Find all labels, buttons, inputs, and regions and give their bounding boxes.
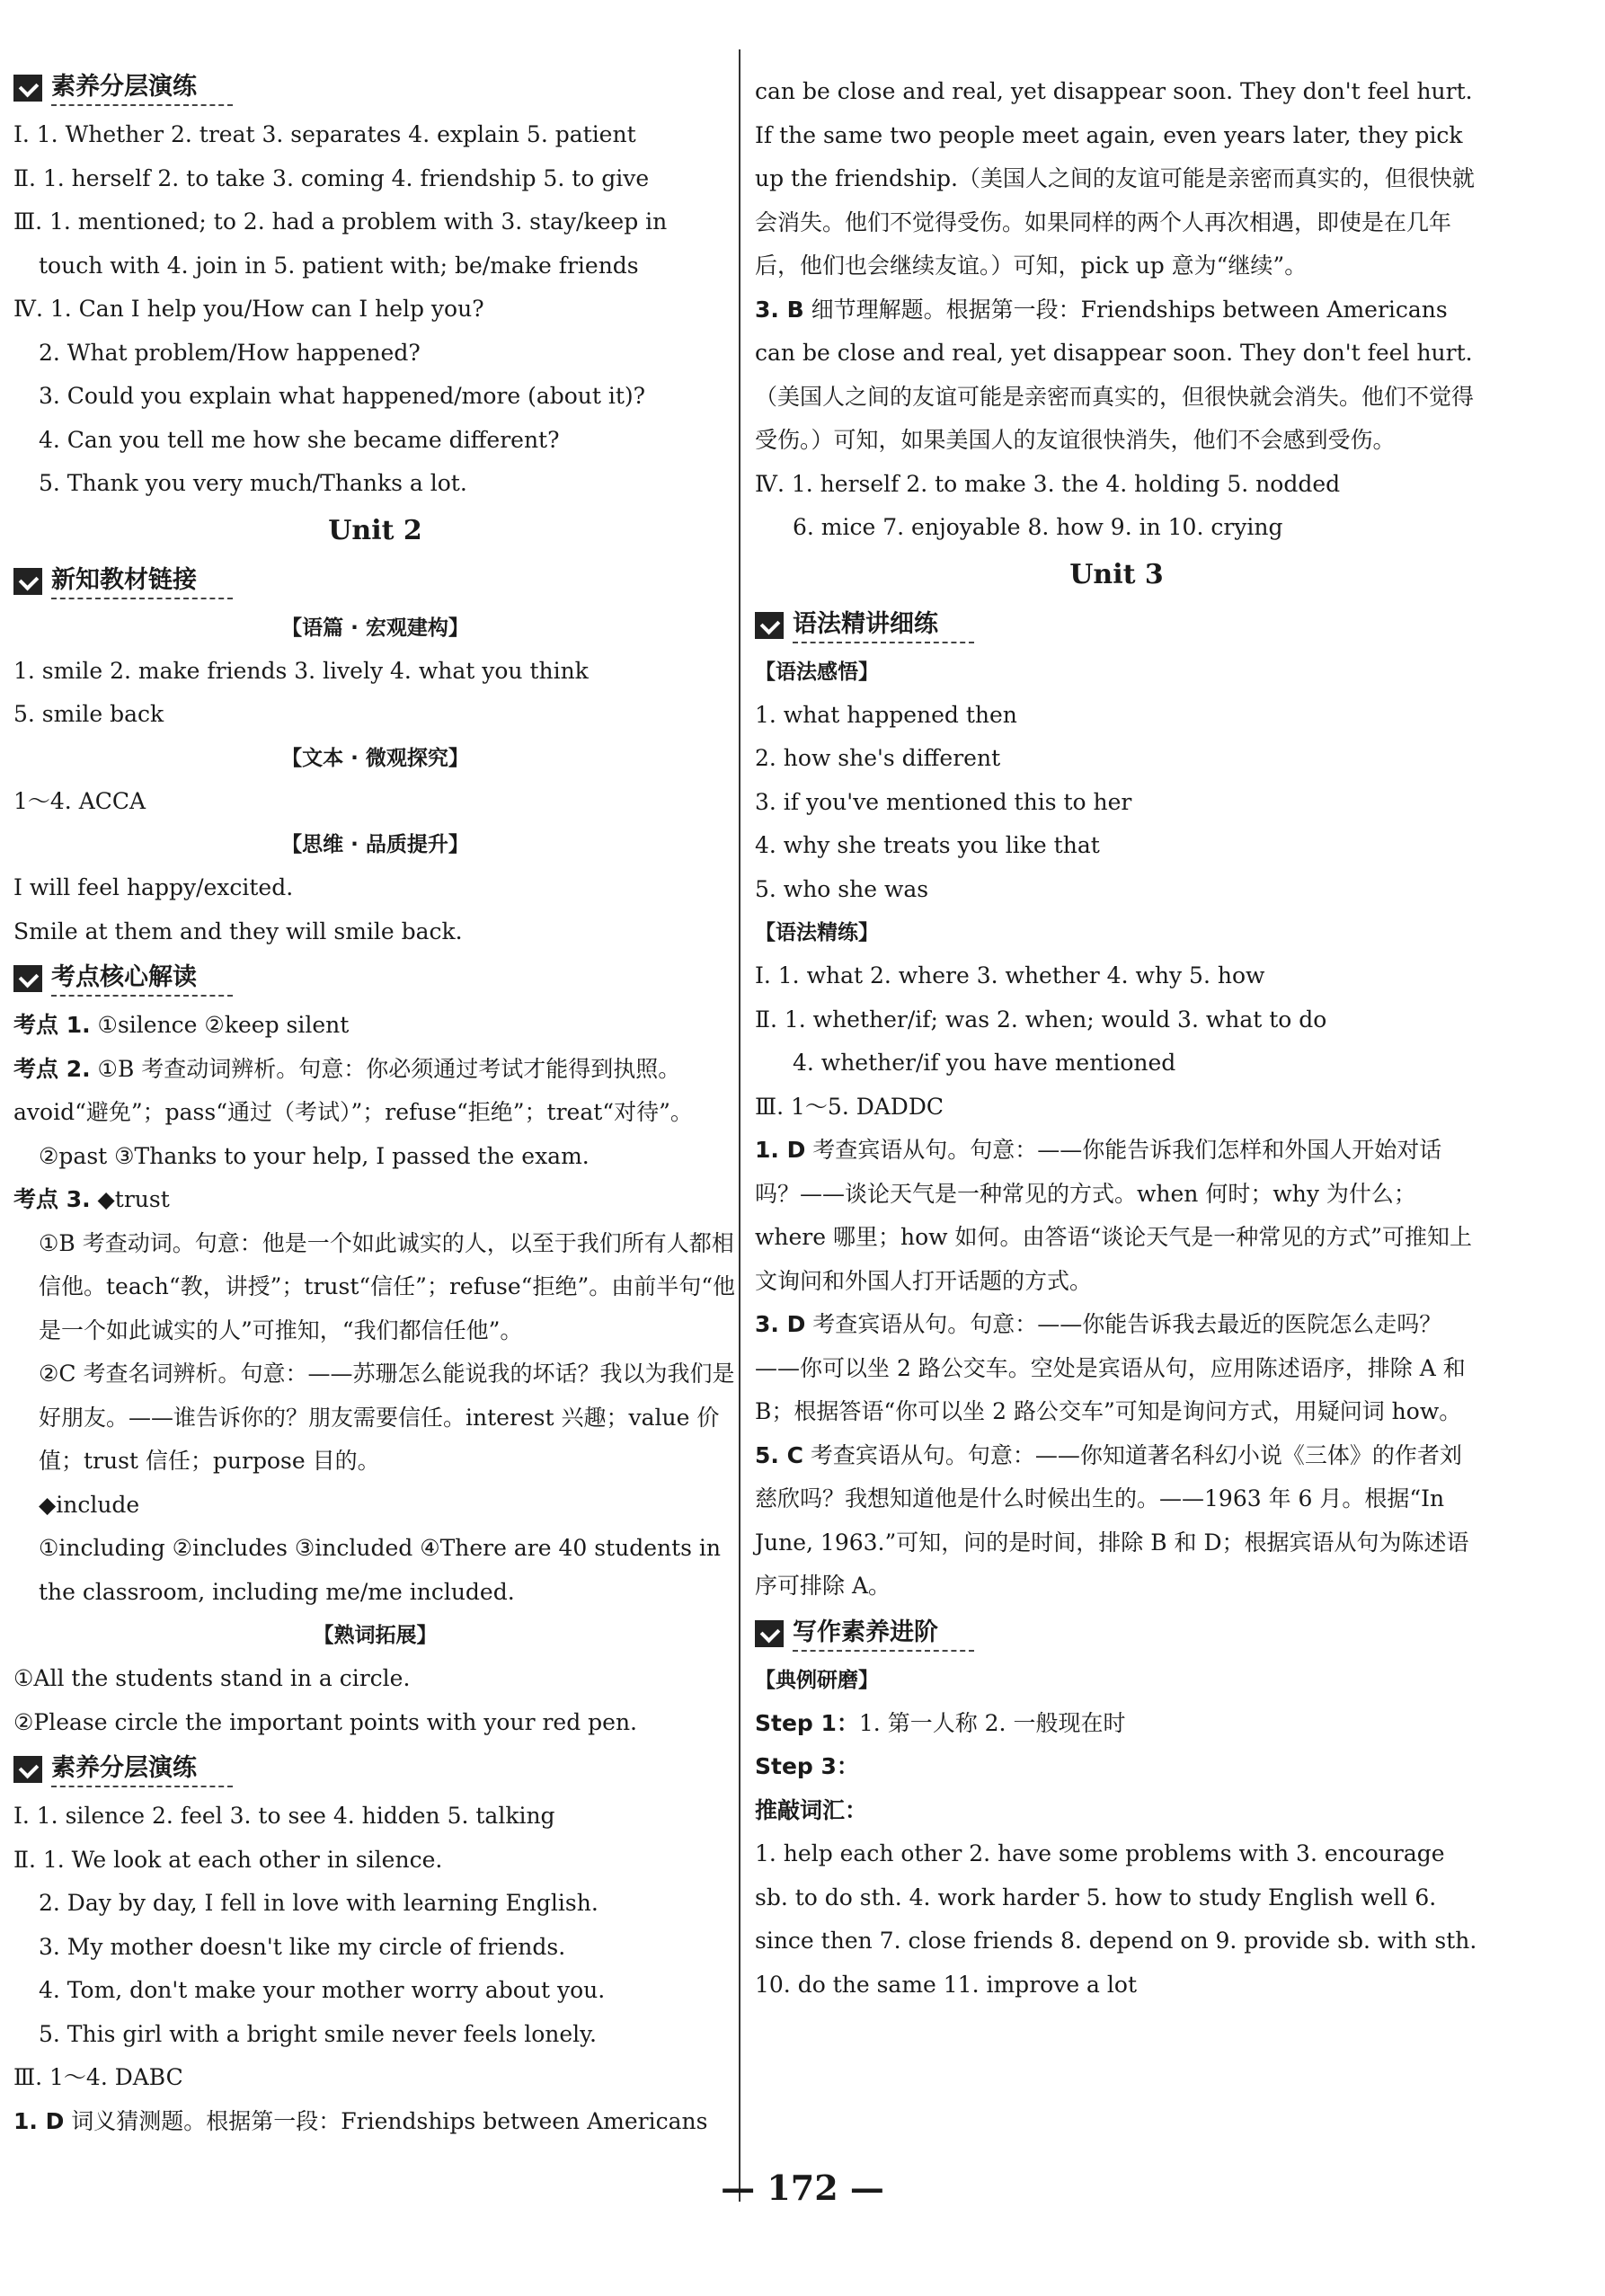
- answer-line: I will feel happy/excited.: [13, 874, 294, 900]
- section-heading: 语法精讲细练: [755, 602, 1478, 649]
- tag-heading: 【语法感悟】: [755, 660, 879, 684]
- sub-heading: 【熟词拓展】: [313, 1624, 438, 1647]
- explanation: 1. D 考查宾语从句。句意：——你能告诉我们怎样和外国人开始对话吗？——谈论天气是一种常见的方式。when 何时；why 为什么；where 哪里；how 如何。由答语“谈论天气是一种常见的方式”可推知上文询问和外国人打开话题的方式。: [755, 1137, 1473, 1294]
- key-point-1: 考点 1. ①silence ②keep silent: [13, 1012, 350, 1038]
- answer-line: 5. Thank you very much/Thanks a lot.: [39, 470, 467, 496]
- section-heading: 写作素养进阶: [755, 1610, 1478, 1657]
- answer-line: Ⅳ. 1. Can I help you/How can I help you?: [13, 296, 484, 322]
- sub-heading: 【语篇 · 宏观建构】: [281, 616, 469, 640]
- vocab-list: 1. help each other 2. have some problems with 3. encourage sb. to do sth. 4. work harder 5. how to study English well 6. since then 7. close friends 8. depend on 9. provide sb. with sth. 10. do the same 11. improve a lot: [755, 1840, 1477, 1998]
- answer-line: 3. My mother doesn't like my circle of friends.: [39, 1933, 566, 1960]
- answer-line: 1. D 词义猜测题。根据第一段：Friendships between Americans: [13, 2107, 708, 2134]
- answer-line: Ⅱ. 1. herself 2. to take 3. coming 4. friendship 5. to give: [13, 164, 650, 191]
- checkmark-box-icon: [13, 965, 42, 992]
- explanation: 3. B 细节理解题。根据第一段：Friendships between Americans can be close and real, yet disappear soon. They don't feel hurt.（美国人之间的友谊可能是亲密而真实的，但很快就会消失。他们不觉得受伤。）可知，如果美国人的友谊很快消失，他们不会感到受伤。: [755, 296, 1475, 453]
- left-column: [13, 63, 737, 2143]
- explanation: 3. D 考查宾语从句。句意：——你能告诉我去最近的医院怎么走吗？——你可以坐 2 路公交车。空处是宾语从句，应用陈述语序，排除 A 和 B；根据答语“你可以坐 2 路公交车”可知是询问方式，用疑问词 how。: [755, 1311, 1466, 1424]
- answer-line: 6. mice 7. enjoyable 8. how 9. in 10. crying: [793, 514, 1283, 540]
- explanation: can be close and real, yet disappear soon. They don't feel hurt. If the same two people meet again, even years later, they pick up the friendship.（美国人之间的友谊可能是亲密而真实的，但很快就会消失。他们不觉得受伤。如果同样的两个人再次相遇，即使是在几年后，他们也会继续友谊。）可知，pick up 意为“继续”。: [755, 78, 1475, 279]
- right-column: [755, 70, 1478, 2007]
- explanation: 5. C 考查宾语从句。句意：——你知道著名科幻小说《三体》的作者刘慈欣吗？我想知道他是什么时候出生的。——1963 年 6 月。根据“In June, 1963.”可知，问的是时间，排除 B 和 D；根据宾语从句为陈述语序可排除 A。: [755, 1441, 1469, 1599]
- answer-line: 5. smile back: [13, 701, 164, 727]
- list-item: 3. if you've mentioned this to her: [755, 788, 1132, 815]
- answer-line: Ⅱ. 1. whether/if; was 2. when; would 3. what to do: [755, 1006, 1327, 1033]
- answer-line: 1. smile 2. make friends 3. lively 4. what you think: [13, 657, 589, 684]
- answer-line: 4. Can you tell me how she became different?: [39, 426, 560, 453]
- checkmark-box-icon: [13, 1756, 42, 1783]
- checkmark-box-icon: [13, 568, 42, 595]
- answer-line: 2. What problem/How happened?: [39, 339, 421, 366]
- answer-line: Ⅳ. 1. herself 2. to make 3. the 4. holding 5. nodded: [755, 470, 1341, 497]
- answer-line: Ⅰ. 1. silence 2. feel 3. to see 4. hidden 5. talking: [13, 1803, 555, 1829]
- sub-heading: 【文本 · 微观探究】: [281, 746, 469, 770]
- answer-line: 5. This girl with a bright smile never feels lonely.: [39, 2020, 597, 2047]
- answer-line: ②past ③Thanks to your help, I passed the exam.: [39, 1142, 590, 1169]
- answer-line: ①All the students stand in a circle.: [13, 1665, 411, 1691]
- key-point-3: 考点 3. ◆trust: [13, 1186, 170, 1212]
- answer-line: 3. Could you explain what happened/more (about it)?: [39, 383, 646, 409]
- answer-line: ◆include: [39, 1491, 140, 1518]
- unit-title: Unit 3: [1069, 558, 1164, 590]
- tag-heading: 【语法精练】: [755, 921, 879, 944]
- answer-line: 4. Tom, don't make your mother worry about you.: [39, 1977, 606, 2003]
- checkmark-box-icon: [13, 75, 42, 102]
- column-divider: [739, 49, 740, 2202]
- step-1: Step 1：1. 第一人称 2. 一般现在时: [755, 1709, 1126, 1736]
- section-heading: 素养分层演练: [13, 1746, 737, 1793]
- page-number: — 172 —: [721, 2167, 884, 2208]
- sub-heading: 【思维 · 品质提升】: [281, 833, 469, 856]
- answer-line: 1～4. ACCA: [13, 787, 146, 814]
- section-heading: 新知教材链接: [13, 558, 737, 605]
- list-item: 4. why she treats you like that: [755, 832, 1100, 858]
- answer-line: Ⅱ. 1. We look at each other in silence.: [13, 1846, 443, 1873]
- checkmark-box-icon: [755, 1620, 784, 1647]
- explanation: ②C 考查名词辨析。句意：——苏珊怎么能说我的坏话？我以为我们是好朋友。——谁告诉你的？朋友需要信任。interest 兴趣；value 价值；trust 信任；purpose 目的。: [39, 1361, 735, 1474]
- section-heading: 素养分层演练: [13, 65, 737, 111]
- step-3: Step 3：: [755, 1753, 859, 1779]
- vocab-label: 推敲词汇：: [755, 1796, 868, 1823]
- answer-line: touch with 4. join in 5. patient with; be/make friends: [39, 252, 639, 279]
- answer-line: Ⅰ. 1. what 2. where 3. whether 4. why 5. how: [755, 962, 1265, 988]
- list-item: 5. who she was: [755, 875, 929, 902]
- list-item: 1. what happened then: [755, 701, 1017, 728]
- answer-line: Smile at them and they will smile back.: [13, 918, 463, 944]
- answer-line: 4. whether/if you have mentioned: [793, 1050, 1176, 1076]
- section-heading: 考点核心解读: [13, 955, 737, 1002]
- answer-line: Ⅲ. 1. mentioned; to 2. had a problem with 3. stay/keep in: [13, 208, 668, 235]
- checkmark-box-icon: [755, 612, 784, 639]
- answer-line: ①including ②includes ③included ④There are 40 students in the classroom, including me/me included.: [39, 1535, 722, 1605]
- answer-line: ②Please circle the important points with your red pen.: [13, 1708, 638, 1735]
- unit-title: Unit 2: [328, 514, 422, 546]
- answer-line: Ⅲ. 1～5. DADDC: [755, 1093, 944, 1120]
- answer-line: Ⅲ. 1～4. DABC: [13, 2064, 183, 2090]
- answer-line: 2. Day by day, I fell in love with learning English.: [39, 1890, 599, 1916]
- tag-heading: 【典例研磨】: [755, 1668, 879, 1692]
- explanation: ①B 考查动词。句意：他是一个如此诚实的人，以至于我们所有人都相信他。teach“教，讲授”；trust“信任”；refuse“拒绝”。由前半句“他是一个如此诚实的人”可推知，“我们都信任他”。: [39, 1229, 736, 1343]
- answer-line: Ⅰ. 1. Whether 2. treat 3. separates 4. explain 5. patient: [13, 121, 636, 147]
- key-point-2: 考点 2. ①B 考查动词辨析。句意：你必须通过考试才能得到执照。avoid“避免”；pass“通过（考试）”；refuse“拒绝”；treat“对待”。: [13, 1055, 693, 1125]
- list-item: 2. how she's different: [755, 745, 1001, 771]
